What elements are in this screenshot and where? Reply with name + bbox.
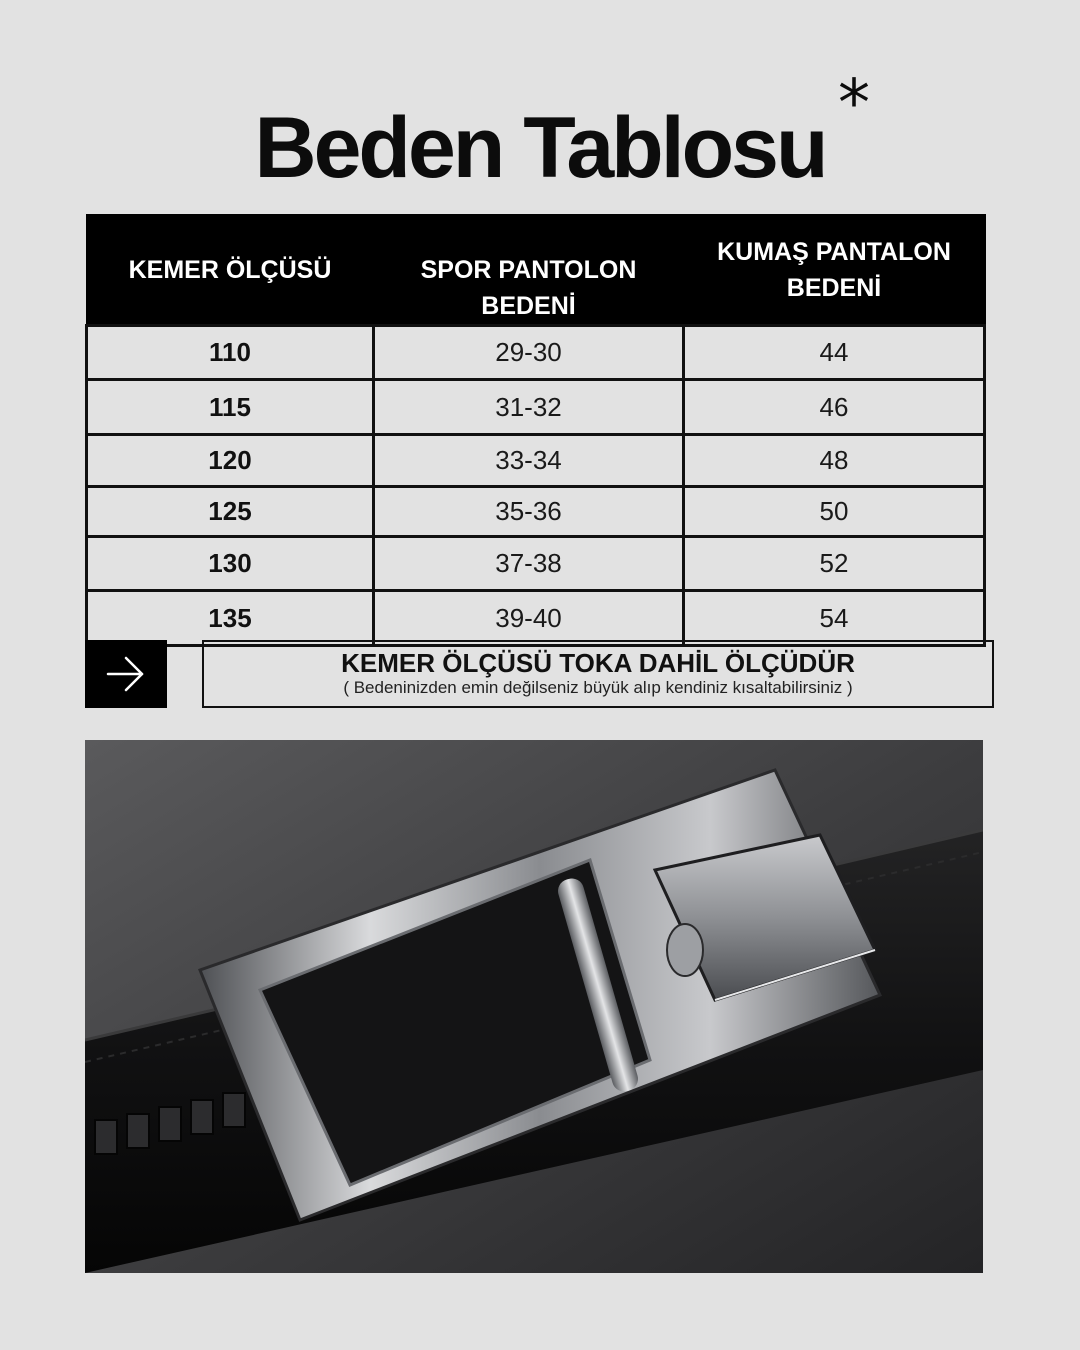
- belt-buckle-photo: [85, 740, 983, 1273]
- header-belt-size: [87, 215, 374, 326]
- header-fabric-pants: [684, 215, 985, 326]
- table-row: [87, 591, 985, 646]
- sport-pants-cell: 37-38: [374, 537, 684, 591]
- note-title: KEMER ÖLÇÜSÜ TOKA DAHİL ÖLÇÜDÜR: [341, 648, 855, 678]
- table-row: [87, 380, 985, 435]
- sport-pants-cell: 35-36: [374, 487, 684, 537]
- fabric-pants-cell: 50: [684, 487, 985, 537]
- belt-size-cell: 115: [87, 380, 374, 435]
- fabric-pants-cell: 46: [684, 380, 985, 435]
- table-row: [87, 326, 985, 380]
- sport-pants-cell: 39-40: [374, 591, 684, 646]
- belt-buckle-illustration: [85, 740, 983, 1273]
- header-belt-size-label: KEMER ÖLÇÜSÜ: [128, 256, 332, 284]
- note-subtitle: ( Bedeninizden emin değilseniz büyük alıp kendiniz kısaltabilirsiniz ): [343, 678, 853, 697]
- size-table: [85, 214, 986, 647]
- belt-size-cell: 120: [87, 435, 374, 487]
- fabric-pants-cell: 44: [684, 326, 985, 380]
- fabric-pants-cell: 54: [684, 591, 985, 646]
- arrow-badge: [85, 640, 167, 708]
- header-sport-pants-label: SPOR PANTOLON BEDENİ: [420, 256, 637, 320]
- sport-pants-cell: 31-32: [374, 380, 684, 435]
- header-sport-pants: [374, 215, 684, 326]
- table-row: [87, 487, 985, 537]
- belt-size-cell: 110: [87, 326, 374, 380]
- sport-pants-cell: 29-30: [374, 326, 684, 380]
- size-table-body: [87, 326, 985, 646]
- header-fabric-pants-label: KUMAŞ PANTALON BEDENİ: [717, 238, 951, 302]
- belt-size-cell: 135: [87, 591, 374, 646]
- fabric-pants-cell: 48: [684, 435, 985, 487]
- asterisk-mark: *: [838, 67, 870, 141]
- note-box: [202, 640, 994, 708]
- table-row: [87, 537, 985, 591]
- size-table-header: [87, 215, 985, 326]
- page-title: Beden Tablosu: [254, 100, 826, 196]
- fabric-pants-cell: 52: [684, 537, 985, 591]
- sport-pants-cell: 33-34: [374, 435, 684, 487]
- belt-size-cell: 125: [87, 487, 374, 537]
- belt-size-cell: 130: [87, 537, 374, 591]
- table-row: [87, 435, 985, 487]
- arrow-right-icon: [104, 654, 148, 694]
